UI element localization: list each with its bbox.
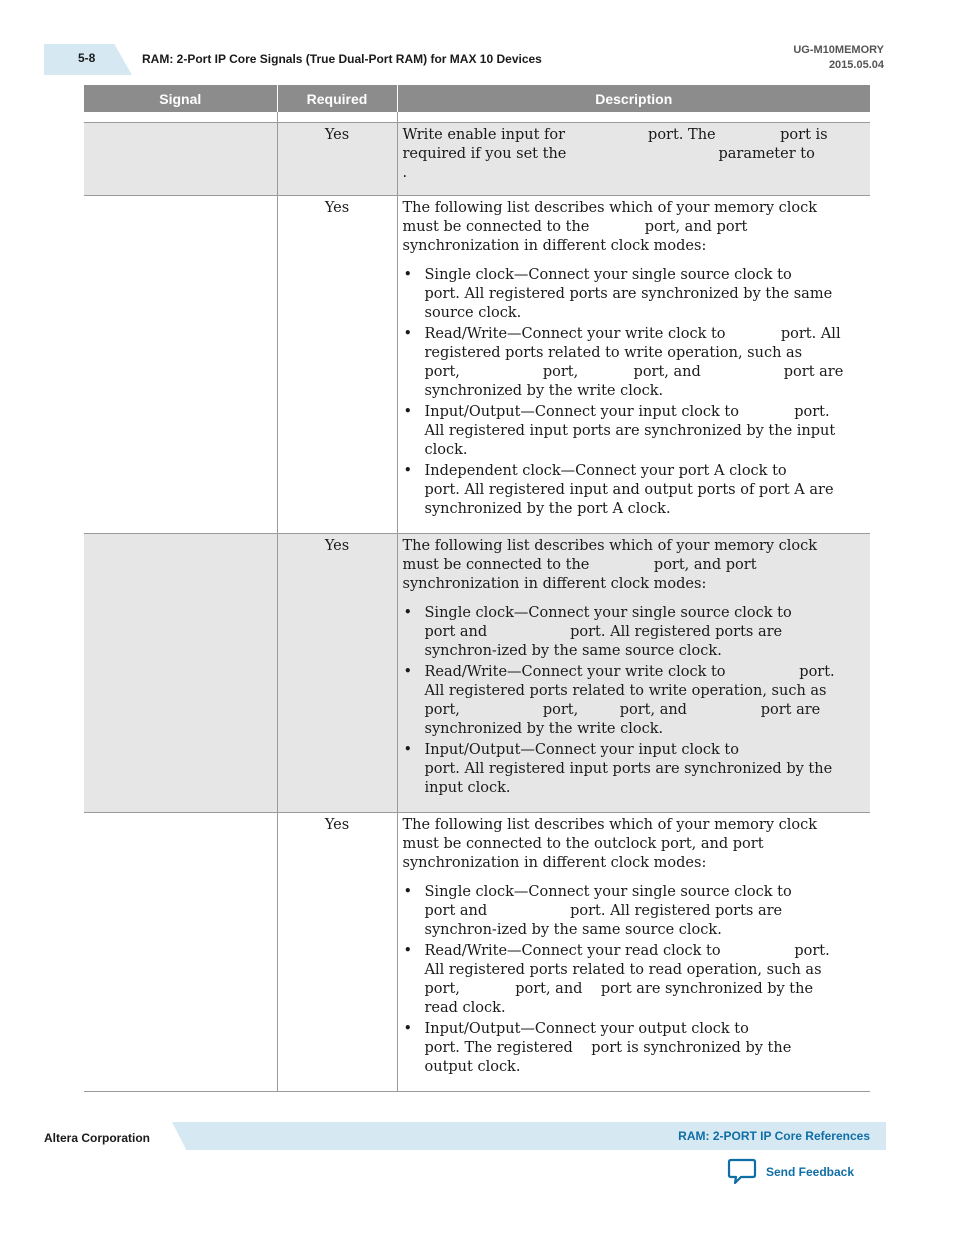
signal-cell — [84, 813, 277, 1092]
send-feedback-label: Send Feedback — [766, 1165, 855, 1179]
bullet-list — [403, 604, 910, 798]
description-cell — [397, 123, 954, 196]
doc-info — [793, 43, 884, 73]
table-row — [84, 813, 870, 1092]
required-cell: Yes — [277, 813, 397, 1092]
doc-date: 2015.05.04 — [828, 59, 884, 71]
description-cell — [397, 196, 886, 534]
required-cell: Yes — [277, 123, 397, 196]
list-item: • Single clock—Connect your single source clock to port and port. All registered ports are synchron-ized by the same source clock. — [403, 883, 845, 940]
table-row — [84, 123, 870, 196]
list-item: • Independent clock—Connect your port A clock to port. All registered input and output ports of port A are synchronized by the port A clock. — [403, 462, 845, 519]
table-row — [84, 196, 870, 534]
list-item: • Single clock—Connect your single source clock to port and port. All registered ports are synchron-ized by the same source clock. — [403, 604, 845, 661]
list-item: • Input/Output—Connect your output clock to port. The registered port is synchronized by the output clock. — [403, 1020, 845, 1077]
list-item: • Read/Write—Connect your read clock to port. All registered ports related to read operation, such as port, port, and port are synchronized by the read clock. — [403, 942, 845, 1018]
description-text: Write enable input for port. The port is required if you set the parameter to . — [402, 127, 954, 181]
footer-company: Altera Corporation — [44, 1131, 151, 1145]
signal-cell — [84, 534, 277, 813]
bullet-list — [403, 883, 905, 1077]
table-header-row — [84, 85, 870, 112]
table-row — [84, 534, 870, 813]
column-header-description: Description — [397, 85, 870, 112]
signals-table — [84, 85, 954, 1092]
column-header-signal: Signal — [84, 85, 277, 112]
description-cell — [397, 813, 905, 1092]
speech-bubble-icon — [727, 1158, 757, 1186]
list-item: • Read/Write—Connect your write clock to port. All registered ports related to write operation, such as port, port, port, and port are synchronized by the write clock. — [403, 663, 845, 739]
list-item: • Input/Output—Connect your input clock to port. All registered input ports are synchronized by the input clock. — [403, 741, 845, 798]
description-text: The following list describes which of your memory clock must be connected to the port, and port synchronization in different clock modes: — [402, 538, 822, 592]
list-item: • Read/Write—Connect your write clock to port. All registered ports related to write operation, such as port, port, port, and port are synchronized by the write clock. — [403, 325, 845, 401]
page-title: RAM: 2-Port IP Core Signals (True Dual-Port RAM) for MAX 10 Devices — [142, 52, 542, 66]
required-cell: Yes — [277, 196, 397, 534]
send-feedback-button[interactable] — [727, 1158, 854, 1186]
list-item: • Single clock—Connect your single source clock to port. All registered ports are synchronized by the same source clock. — [403, 266, 845, 323]
description-text: The following list describes which of your memory clock must be connected to the outclock port, and port synchronization in different clock modes: — [402, 817, 822, 871]
doc-id: UG-M10MEMORY — [793, 44, 884, 56]
signal-cell — [84, 196, 277, 534]
column-header-required: Required — [277, 85, 397, 112]
bullet-list — [403, 266, 886, 519]
description-cell — [397, 534, 910, 813]
required-cell: Yes — [277, 534, 397, 813]
description-text: The following list describes which of your memory clock must be connected to the port, and port synchronization in different clock modes: — [402, 200, 822, 254]
footer-reference-link[interactable]: RAM: 2-PORT IP Core References — [678, 1129, 870, 1143]
list-item: • Input/Output—Connect your input clock to port. All registered input ports are synchronized by the input clock. — [403, 403, 845, 460]
page-number: 5-8 — [78, 51, 96, 65]
signal-cell — [84, 123, 277, 196]
